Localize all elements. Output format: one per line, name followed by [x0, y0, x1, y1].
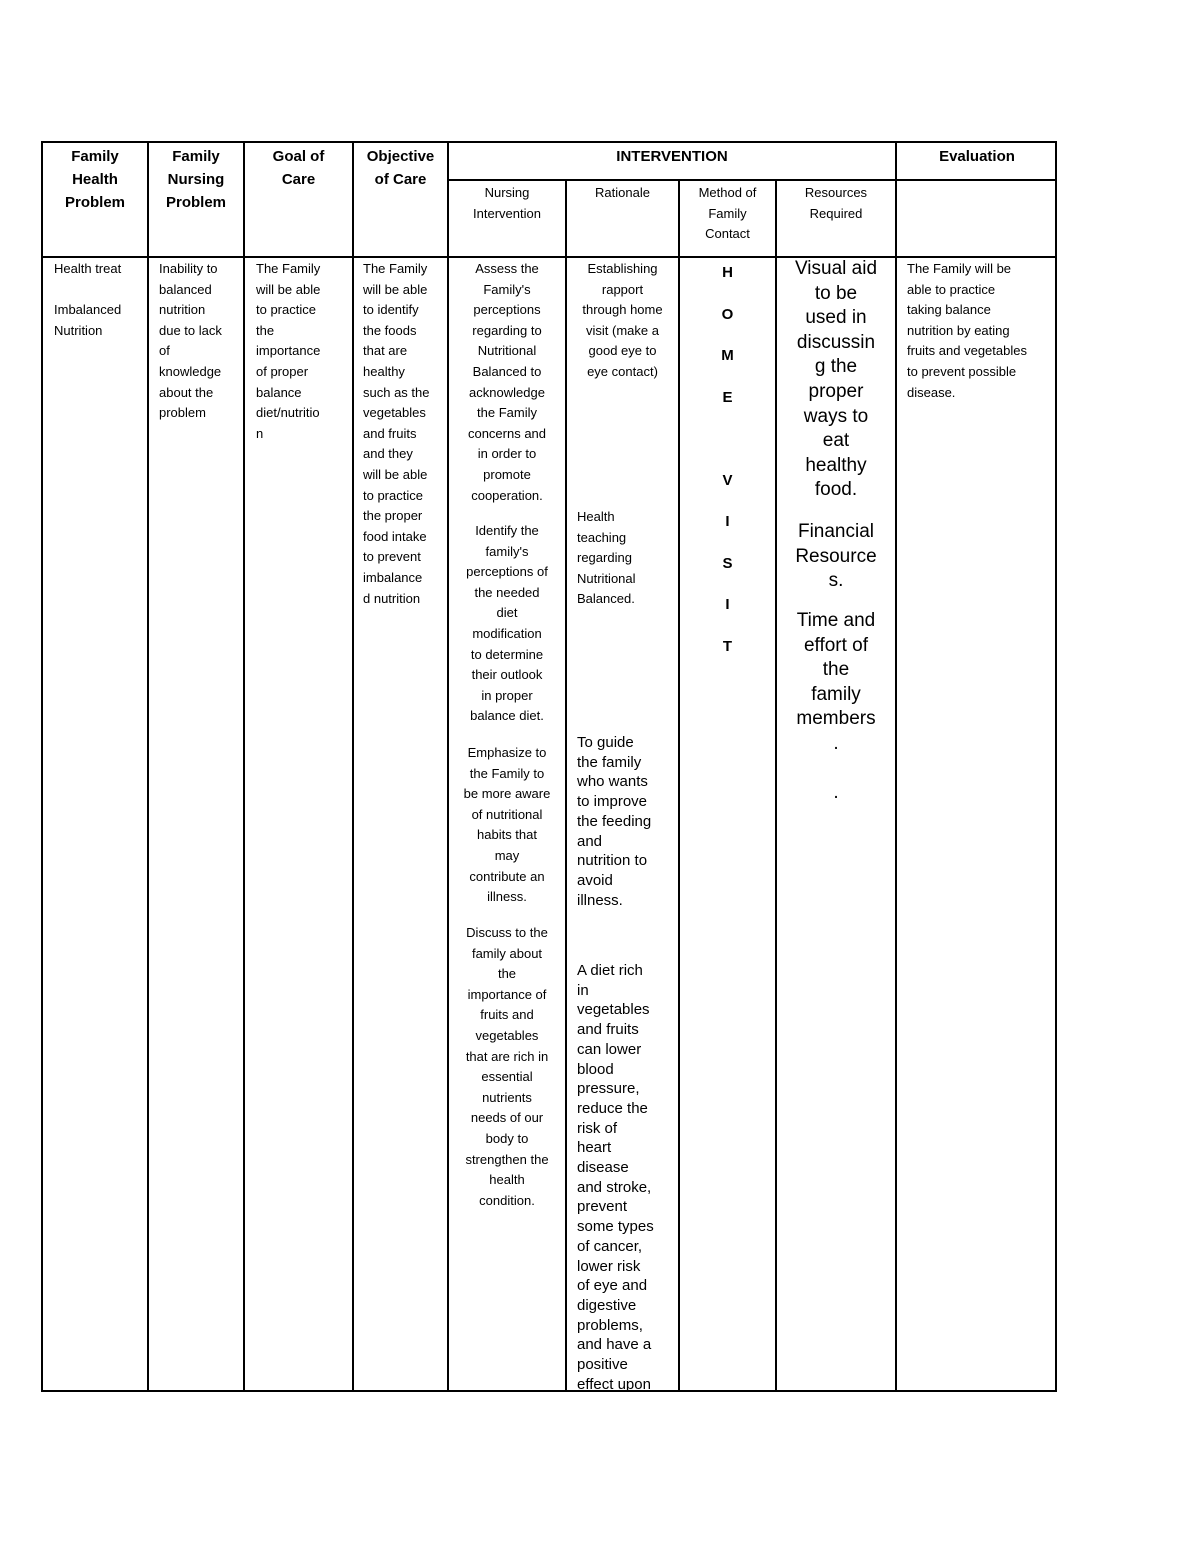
resource-financial: Financial Resource s. [795, 521, 877, 592]
rationale-4: A diet rich in vegetables and fruits can lower blood pressure, reduce the risk of heart disease and stroke, prevent some types of cancer, lower risk of eye and digestive problems, and have a positive effect upon [577, 962, 654, 1393]
header-intervention: INTERVENTION [616, 148, 728, 165]
nursing-intervention-2: Identify the family's perceptions of the needed diet modification to determine their outlook in proper balance diet. [466, 523, 548, 724]
subheader-rationale: Rationale [595, 185, 650, 200]
cell-goal-of-care: The Family will be able to practice the importance of proper balance diet/nutritio n [256, 261, 321, 441]
subheader-nursing-intervention: Nursing Intervention [473, 185, 541, 221]
evaluation-subheader-divider [895, 179, 1057, 181]
header-objective-of-care: Objective of Care [366, 148, 435, 188]
header-goal-of-care: Goal of Care [272, 148, 325, 188]
header-row-divider [43, 256, 1057, 258]
column-divider [147, 143, 149, 1390]
subheader-method-of-family-contact: Method of Family Contact [698, 185, 757, 241]
column-divider [352, 143, 354, 1390]
nursing-intervention-3: Emphasize to the Family to be more aware of nutritional habits that may contribute an illness. [463, 745, 551, 905]
resource-visual-aid: Visual aid to be used in discussin g the proper ways to eat healthy food. [794, 258, 878, 501]
cell-family-nursing-problem: Inability to balanced nutrition due to lack of knowledge about the problem [159, 261, 222, 421]
rationale-2: Health teaching regarding Nutritional Balanced. [577, 509, 636, 607]
intervention-subheader-divider [447, 179, 895, 181]
care-plan-table [41, 141, 1057, 1392]
rationale-3: To guide the family who wants to improve the feeding and nutrition to avoid illness. [577, 734, 652, 909]
header-family-nursing-problem: Family Nursing Problem [165, 148, 226, 211]
nursing-intervention-4: Discuss to the family about the importance of fruits and vegetables that are rich in essential nutrients needs of our body to strengthen the health condition. [465, 925, 549, 1208]
cell-family-health-problem: Health treat Imbalanced Nutrition [54, 261, 122, 338]
rationale-1: Establishing rapport through home visit (make a good eye to eye contact) [582, 261, 663, 379]
nursing-intervention-1: Assess the Family's perceptions regarding to Nutritional Balanced to acknowledge the Family concerns and in order to promote cooperation. [467, 261, 547, 503]
resource-time-and-effort: Time and effort of the family members . . [796, 610, 876, 804]
subheader-resources-required: Resources Required [804, 185, 868, 221]
method-of-family-contact-home-visit: H O M E V I S I T [721, 264, 734, 655]
header-family-health-problem: Family Health Problem [64, 148, 125, 211]
cell-evaluation: The Family will be able to practice taking balance nutrition by eating fruits and vegetables to prevent possible disease. [907, 261, 1027, 400]
header-evaluation: Evaluation [939, 148, 1015, 165]
column-divider [895, 143, 897, 1390]
column-divider [243, 143, 245, 1390]
cell-objective-of-care: The Family will be able to identify the foods that are healthy such as the vegetables and fruits and they will be able to practice the proper food intake to prevent imbalance d nutrition [363, 261, 430, 606]
